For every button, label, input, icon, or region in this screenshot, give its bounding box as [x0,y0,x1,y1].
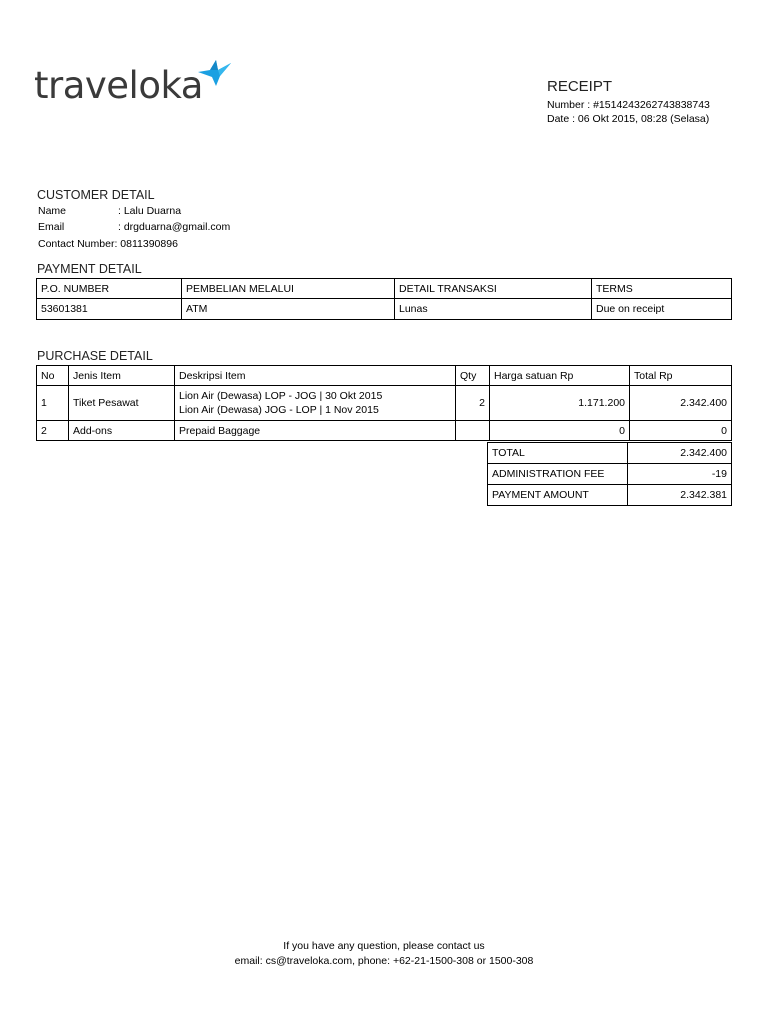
table-cell: 0 [630,421,732,441]
table-cell: 2.342.400 [630,386,732,421]
summary-value: -19 [628,464,732,485]
table-header-cell: Deskripsi Item [175,366,456,386]
summary-label: PAYMENT AMOUNT [488,485,628,506]
logo-wordmark: traveloka [34,64,203,107]
customer-label: Email [38,221,65,234]
customer-value: : Lalu Duarna [118,205,182,217]
purchase-detail-title: PURCHASE DETAIL [37,349,153,363]
receipt-title: RECEIPT [547,78,613,95]
description-line: Lion Air (Dewasa) JOG - LOP | 1 Nov 2015 [179,404,379,416]
customer-label: Name [38,205,67,217]
table-header-cell: P.O. NUMBER [37,279,182,299]
table-header-cell: TERMS [592,279,732,299]
table-row [37,421,732,441]
table-header-cell: No [37,366,69,386]
table-cell: Add-ons [69,421,175,441]
table-header-cell: DETAIL TRANSAKSI [395,279,592,299]
footer-line: If you have any question, please contact us [283,940,485,952]
table-row [37,386,732,421]
purchase-table [36,365,732,441]
table-row [488,464,732,485]
table-cell: 1 [37,386,69,421]
customer-row [38,238,230,254]
customer-row [38,221,230,237]
customer-value: : 0811390896 [114,237,178,250]
description-line: Lion Air (Dewasa) LOP - JOG | 30 Okt 2015 [179,390,383,402]
table-cell: 1.171.200 [490,386,630,421]
table-cell: Prepaid Baggage [175,421,456,441]
table-header-cell: Qty [456,366,490,386]
table-cell [456,421,490,441]
footer [0,939,768,969]
receipt-date: Date : 06 Okt 2015, 08:28 (Selasa) [547,113,710,125]
bird-icon [196,58,232,90]
table-header-cell: PEMBELIAN MELALUI [182,279,395,299]
summary-value: 2.342.381 [628,485,732,506]
customer-detail-title: CUSTOMER DETAIL [37,188,155,202]
table-cell: Due on receipt [592,299,732,320]
table-row [488,443,732,464]
table-cell: 53601381 [37,299,182,320]
summary-value: 2.342.400 [628,443,732,464]
customer-label: Contact Number [38,237,115,250]
footer-contact: email: cs@traveloka.com, phone: +62-21-1500-308 or 1500-308 [234,955,534,967]
table-header-cell: Jenis Item [69,366,175,386]
summary-label: ADMINISTRATION FEE [488,464,628,485]
table-header-cell: Total Rp [630,366,732,386]
table-row [37,299,732,320]
table-cell: 2 [37,421,69,441]
table-cell [175,386,456,421]
customer-detail [38,205,230,254]
table-cell: ATM [182,299,395,320]
table-cell: 2 [456,386,490,421]
summary-table [487,442,732,506]
payment-table [36,278,732,320]
table-cell: Tiket Pesawat [69,386,175,421]
payment-detail-title: PAYMENT DETAIL [37,262,142,276]
customer-value: : drgduarna@gmail.com [118,221,231,234]
table-row [488,485,732,506]
receipt-header [547,78,710,126]
table-cell: 0 [490,421,630,441]
receipt-number: Number : #1514243262743838743 [547,99,710,111]
summary-label: TOTAL [488,443,628,464]
customer-row [38,205,230,221]
table-header-cell: Harga satuan Rp [490,366,630,386]
table-cell: Lunas [395,299,592,320]
table-row [37,366,732,386]
table-row [37,279,732,299]
